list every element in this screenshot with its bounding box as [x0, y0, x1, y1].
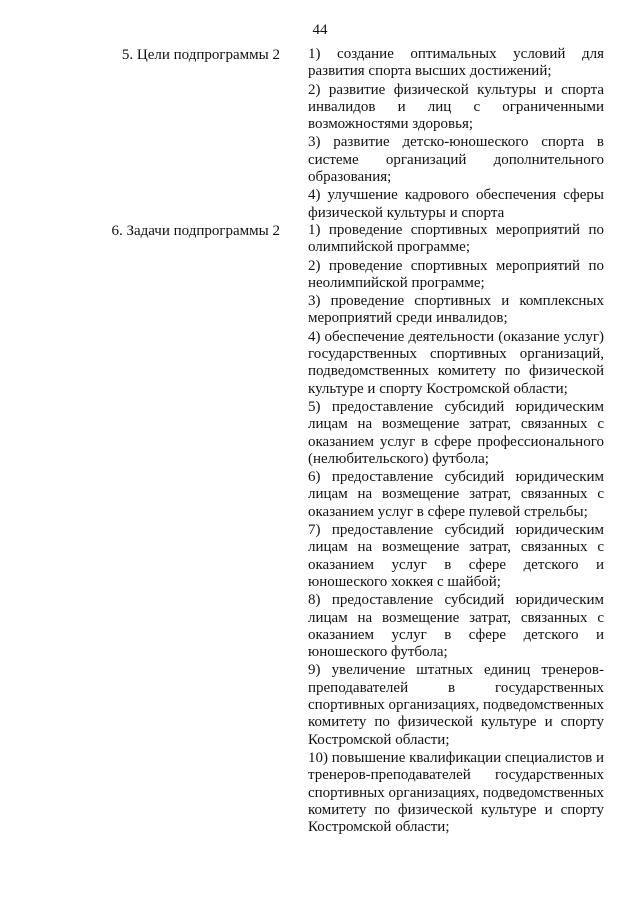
task-item: 4) обеспечение деятельности (оказание услуг) государственных спортивных организаций, подведомственных комитету по физической культуре и спорту Костромской области; [308, 328, 604, 397]
section-goals-label: 5. Цели подпрограммы 2 [121, 47, 280, 63]
task-item: 3) проведение спортивных и комплексных мероприятий среди инвалидов; [308, 293, 604, 327]
task-item: 1) проведение спортивных мероприятий по олимпийской программе; [308, 222, 604, 256]
goal-item: 4) улучшение кадрового обеспечения сферы физической культуры и спорта [308, 187, 604, 221]
task-item: 7) предоставление субсидий юридическим лицам на возмещение затрат, связанных с оказанием услуг в сфере детского и юношеского хоккея с шайбой; [308, 522, 604, 590]
task-item: 9) увеличение штатных единиц тренеров-преподавателей в государственных спортивных организациях, подведомственных комитету по физической культуре и спорту Костромской области; [308, 662, 604, 748]
section-tasks-label: 6. Задачи подпрограммы 2 [111, 223, 280, 239]
page-number: 44 [312, 22, 328, 38]
goal-item: 2) развитие физической культуры и спорта инвалидов и лиц с ограниченными возможностями здоровья; [308, 81, 604, 133]
goal-item: 1) создание оптимальных условий для развития спорта высших достижений; [308, 46, 604, 80]
task-item: 6) предоставление субсидий юридическим лицам на возмещение затрат, связанных с оказанием услуг в сфере пулевой стрельбы; [308, 469, 604, 520]
section-goals-content [308, 46, 604, 223]
task-item: 8) предоставление субсидий юридическим лицам на возмещение затрат, связанных с оказанием услуг в сфере детского и юношеского футбола; [308, 592, 604, 661]
task-item: 5) предоставление субсидий юридическим лицам на возмещение затрат, связанных с оказанием услуг в сфере профессионального (нелюбительского) футбола; [308, 398, 604, 467]
task-item: 10) повышение квалификации специалистов и тренеров-преподавателей государственных спортивных организациях, подведомственных комитету по физической культуре и спорту Костромской области; [308, 749, 604, 836]
goal-item: 3) развитие детско-юношеского спорта в системе организаций дополнительного образования; [308, 134, 604, 186]
task-item: 2) проведение спортивных мероприятий по неолимпийской программе; [308, 257, 604, 291]
section-tasks-content [308, 222, 604, 837]
